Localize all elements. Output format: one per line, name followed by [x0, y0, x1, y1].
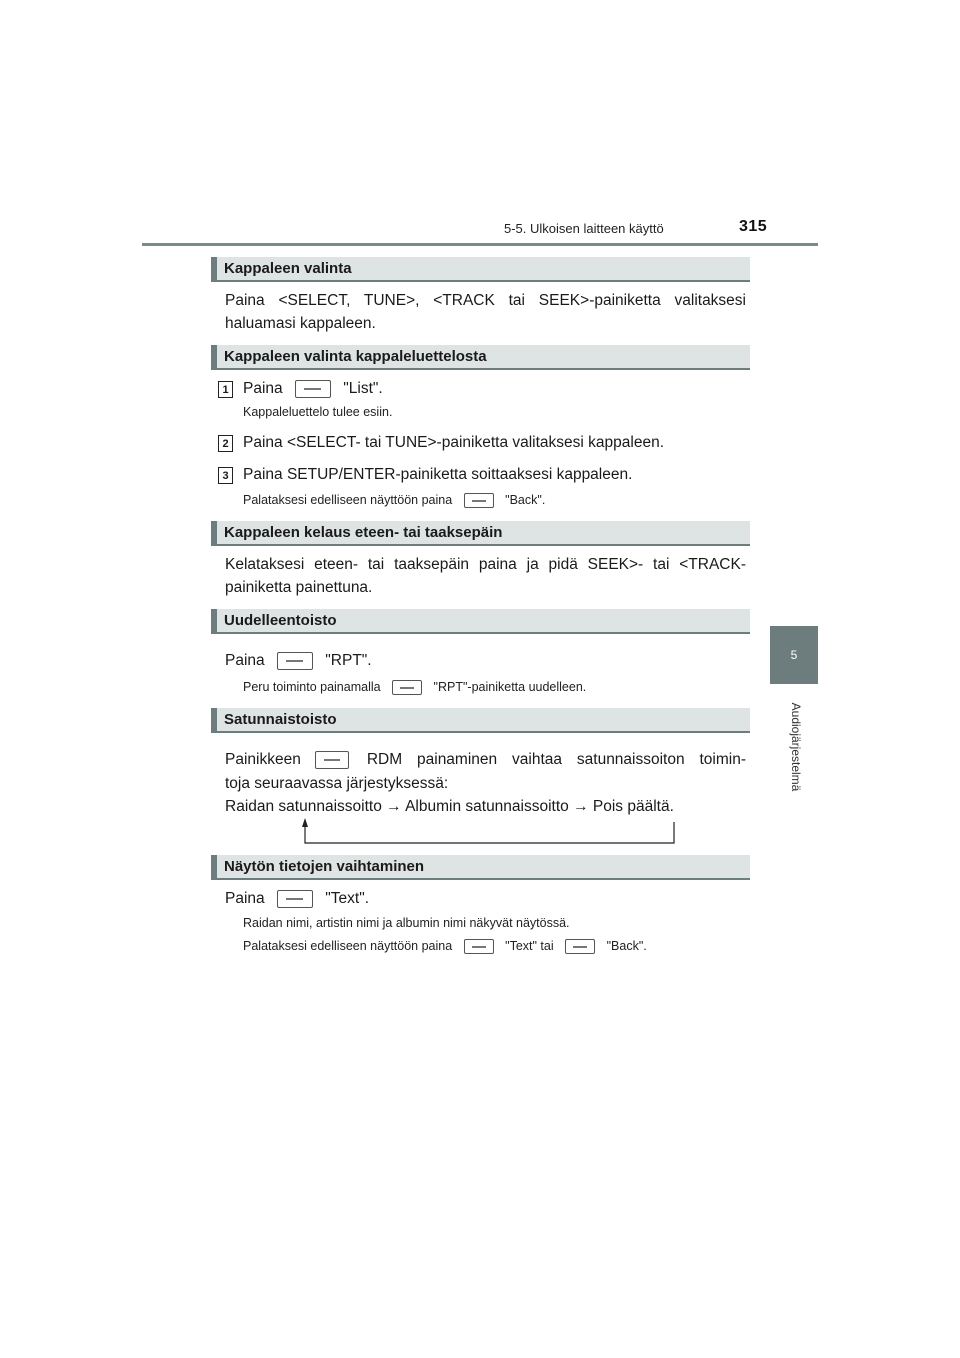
rpt-button-icon	[277, 652, 313, 670]
chapter-label	[786, 692, 806, 802]
note-text: Palataksesi edelliseen näyttöön paina	[243, 939, 453, 953]
step-note	[243, 493, 545, 508]
note-text: "Back".	[606, 939, 647, 953]
text-button-icon	[277, 890, 313, 908]
text: RDM painaminen vaihtaa satunnaissoiton toimin-	[366, 751, 746, 768]
note-text: "Back".	[505, 493, 546, 507]
paragraph-line	[225, 748, 746, 771]
heading-text: Näytön tietojen vaihtaminen	[224, 858, 425, 875]
step-number-2: 2	[218, 435, 233, 452]
note-text: "RPT"-painiketta uudelleen.	[433, 680, 587, 694]
paragraph-line: haluamasi kappaleen.	[225, 315, 376, 332]
heading-satunnaistoisto	[211, 708, 750, 733]
heading-text: Satunnaistoisto	[224, 711, 337, 728]
section-title: 5-5. Ulkoisen laitteen käyttö	[504, 221, 664, 236]
text: "RPT".	[325, 652, 372, 669]
text: Painikkeen	[225, 751, 301, 768]
step-text: Paina	[243, 380, 283, 397]
note: Raidan nimi, artistin nimi ja albumin nimi näkyvät näytössä.	[243, 916, 570, 930]
note-text: Peru toiminto painamalla	[243, 680, 381, 694]
note	[243, 680, 586, 695]
step-number-1: 1	[218, 381, 233, 398]
text: Paina	[225, 652, 265, 669]
paragraph-line: toja seuraavassa järjestyksessä:	[225, 775, 449, 792]
back-button-icon	[565, 939, 595, 954]
step-3: Paina SETUP/ENTER-painiketta soittaaksesi kappaleen.	[243, 466, 633, 483]
note-text: Palataksesi edelliseen näyttöön paina	[243, 493, 453, 507]
header-rule	[142, 243, 818, 246]
heading-text: Kappaleen valinta	[224, 260, 352, 277]
heading-uudelleentoisto	[211, 609, 750, 634]
heading-text: Kappaleen kelaus eteen- tai taaksepäin	[224, 524, 503, 541]
paragraph-line: painiketta painettuna.	[225, 579, 373, 596]
list-button-icon	[295, 380, 331, 398]
note-text: "Text" tai	[505, 939, 554, 953]
paragraph-line: Raidan satunnaissoitto → Albumin satunnaissoitto → Pois päältä.	[225, 798, 674, 815]
heading-tietojen-vaihtaminen	[211, 855, 750, 880]
chapter-number: 5	[790, 648, 798, 662]
step-number-3: 3	[218, 467, 233, 484]
paragraph-line: Kelataksesi eteen- tai taaksepäin paina ja pidä SEEK>- tai <TRACK-	[225, 556, 746, 573]
cycle-arrow	[296, 818, 680, 848]
paragraph-line	[225, 887, 369, 910]
rdm-button-icon	[315, 751, 349, 769]
paragraph-line	[225, 649, 372, 672]
rpt-button-icon	[392, 680, 422, 695]
text: "Text".	[325, 890, 370, 907]
heading-kelaus	[211, 521, 750, 546]
heading-text: Kappaleen valinta kappaleluettelosta	[224, 348, 487, 365]
heading-kappaleluettelo	[211, 345, 750, 370]
chapter-title: Audiojärjestelmä	[789, 702, 803, 792]
back-button-icon	[464, 493, 494, 508]
chapter-tab	[770, 626, 818, 684]
heading-text: Uudelleentoisto	[224, 612, 337, 629]
step-1	[243, 377, 383, 400]
text: Paina	[225, 890, 265, 907]
page-number: 315	[739, 218, 768, 235]
step-note: Kappaleluettelo tulee esiin.	[243, 405, 393, 419]
step-text: "List".	[343, 380, 383, 397]
paragraph-line: Paina <SELECT, TUNE>, <TRACK tai SEEK>-painiketta valitaksesi	[225, 292, 746, 309]
note	[243, 939, 647, 954]
text-button-icon	[464, 939, 494, 954]
step-2: Paina <SELECT- tai TUNE>-painiketta valitaksesi kappaleen.	[243, 434, 665, 451]
heading-kappaleen-valinta	[211, 257, 750, 282]
